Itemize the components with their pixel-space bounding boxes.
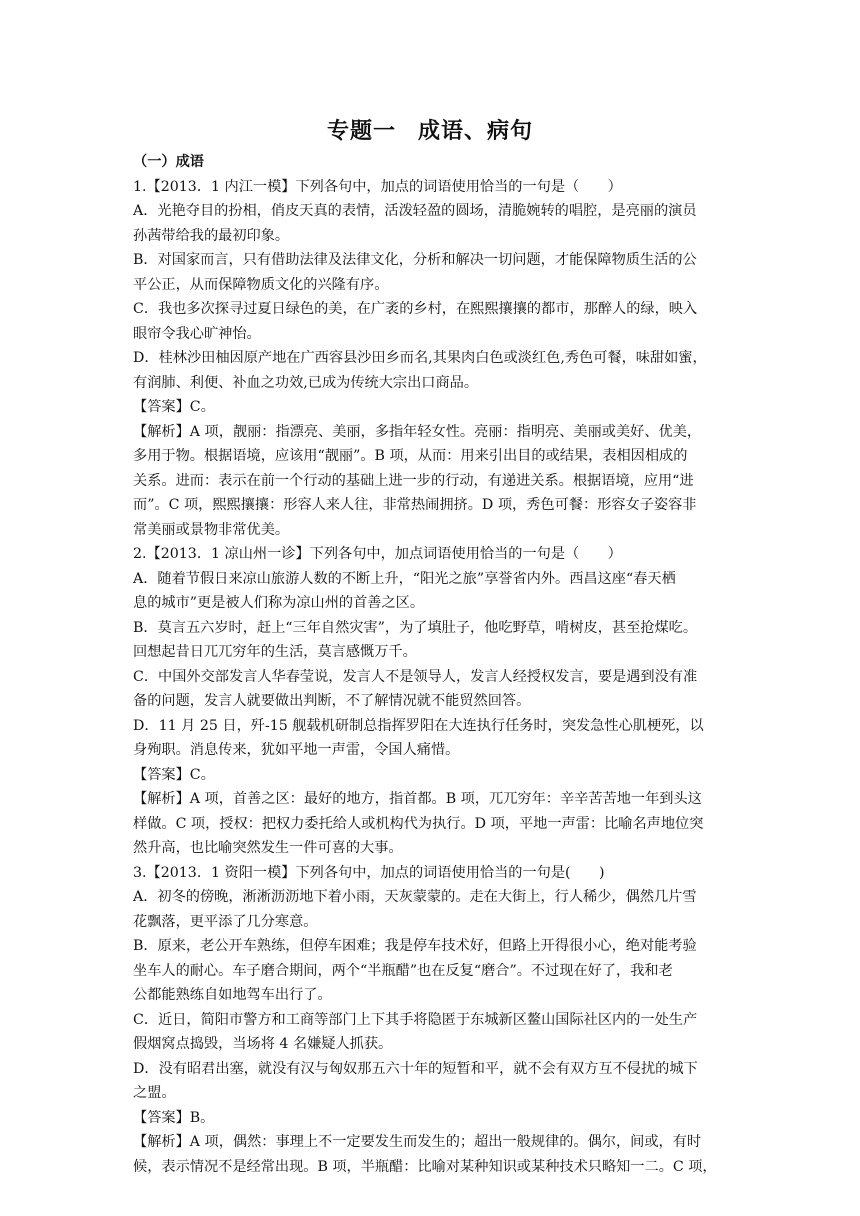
text-line: 多用于物。根据语境，应该用“靓丽”。B 项，从而：用来引出目的或结果，表相因相成的 (133, 448, 688, 464)
text-line: 样做。C 项，授权：把权力委托给人或机构代为执行。D 项，平地一声雷：比喻名声地位突 (133, 815, 704, 832)
text-line: C．近日，简阳市警方和工商等部门上下其手将隐匿于东城新区鳌山国际社区内的一处生产 (133, 1011, 698, 1028)
text-line: 【答案】C。 (133, 399, 215, 415)
text-line: 而”。C 项，熙熙攘攘：形容人来人往，非常热闹拥挤。D 项，秀色可餐：形容女子姿容非 (133, 497, 697, 513)
text-line: 有润肺、利便、补血之功效,已成为传统大宗出口商品。 (133, 374, 479, 391)
text-line: 【答案】C。 (133, 766, 215, 783)
text-line: 常美丽或景物非常优美。 (133, 521, 290, 538)
document-body (133, 150, 733, 1179)
text-line: D．11 月 25 日，歼-15 舰载机研制总指挥罗阳在大连执行任务时，突发急性心肌梗死，以 (133, 717, 704, 734)
text-line: 3.【2013．1 资阳一模】下列各句中，加点的词语使用恰当的一句是( ) (133, 864, 605, 881)
text-line: B．莫言五六岁时，赶上“三年自然灾害”，为了填肚子，他吃野草，啃树皮，甚至抢煤吃。 (133, 619, 698, 636)
text-line: 【答案】B。 (133, 1109, 215, 1126)
text-line: 之盟。 (133, 1085, 176, 1101)
text-line: 公都能熟练自如地驾车出行了。 (133, 987, 332, 1003)
page-title (0, 114, 860, 145)
text-line: A．初冬的傍晚，淅淅沥沥地下着小雨，天灰蒙蒙的。走在大街上，行人稀少，偶然几片雪 (133, 889, 697, 905)
text-line: 假烟窝点捣毁，当场将 4 名嫌疑人抓获。 (133, 1036, 393, 1052)
text-line: 身殉职。消息传来，犹如平地一声雷，令国人痛惜。 (133, 742, 460, 758)
text-line: C．我也多次探寻过夏日绿色的美，在广袤的乡村，在熙熙攘攘的都市，那醉人的绿，映入 (133, 301, 698, 317)
text-line: 【解析】A 项，首善之区：最好的地方，指首都。B 项，兀兀穷年：辛辛苦苦地一年到头这 (133, 791, 702, 807)
text-line: 候，表示情况不是经常出现。B 项，半瓶醋：比喻对某种知识或某种技术只略知一二。C 项， (133, 1158, 717, 1175)
text-line: 【解析】A 项，偶然：事理上不一定要发生而发生的；超出一般规律的。偶尔，间或，有时 (133, 1134, 702, 1150)
text-line: 坐车人的耐心。车子磨合期间，两个“半瓶醋”也在反复“磨合”。不过现在好了，我和老 (133, 962, 673, 979)
title-part-subject: 成语、病句 (418, 118, 534, 144)
text-line: D．桂林沙田柚因原产地在广西容县沙田乡而名,其果肉白色或淡红色,秀色可餐，味甜如蜜， (133, 350, 707, 366)
text-line: 回想起昔日兀兀穷年的生活，莫言感慨万千。 (133, 644, 417, 660)
text-line: 然升高，也比喻突然发生一件可喜的大事。 (133, 840, 403, 856)
text-line: C．中国外交部发言人华春莹说，发言人不是领导人，发言人经授权发言，要是遇到没有准 (133, 668, 698, 685)
text-line: 关系。进而：表示在前一个行动的基础上进一步的行动，有递进关系。根据语境，应用“进 (133, 472, 694, 489)
text-line: 花飘落，更平添了几分寒意。 (133, 913, 318, 930)
text-line: 备的问题，发言人就要做出判断，不了解情况就不能贸然回答。 (133, 693, 531, 709)
text-line: 平公正，从而保障物质文化的兴隆有序。 (133, 276, 389, 293)
text-line: B．对国家而言，只有借助法律及法律文化，分析和解决一切问题，才能保障物质生活的公 (133, 252, 697, 268)
title-part-topic: 专题一 (326, 118, 396, 144)
text-line: 【解析】A 项，靓丽：指漂亮、美丽，多指年轻女性。亮丽：指明亮、美丽或美好、优美， (133, 423, 702, 440)
text-line: D．没有昭君出塞，就没有汉与匈奴那五六十年的短暂和平，就不会有双方互不侵扰的城下 (133, 1060, 698, 1077)
text-line: 1.【2013．1 内江一模】下列各句中，加点的词语使用恰当的一句是（ ） (133, 178, 622, 195)
text-line: 眼帘令我心旷神怡。 (133, 325, 261, 342)
text-line: A．光艳夺目的扮相，俏皮天真的表情，活泼轻盈的圆场，清脆婉转的唱腔，是亮丽的演员 (133, 203, 697, 219)
text-line: 息的城市”更是被人们称为凉山州的首善之区。 (133, 595, 425, 611)
text-line: 孙茜带给我的最初印象。 (133, 227, 290, 244)
section-heading: （一）成语 (133, 154, 204, 170)
text-line: A．随着节假日来凉山旅游人数的不断上升，“阳光之旅”享誉省内外。西昌这座“春天栖 (133, 570, 676, 587)
text-line: 2.【2013．1 凉山州一诊】下列各句中，加点词语使用恰当的一句是（ ） (133, 546, 622, 562)
text-line: B．原来，老公开车熟练，但停车困难；我是停车技术好，但路上开得很小心，绝对能考验 (133, 938, 697, 954)
